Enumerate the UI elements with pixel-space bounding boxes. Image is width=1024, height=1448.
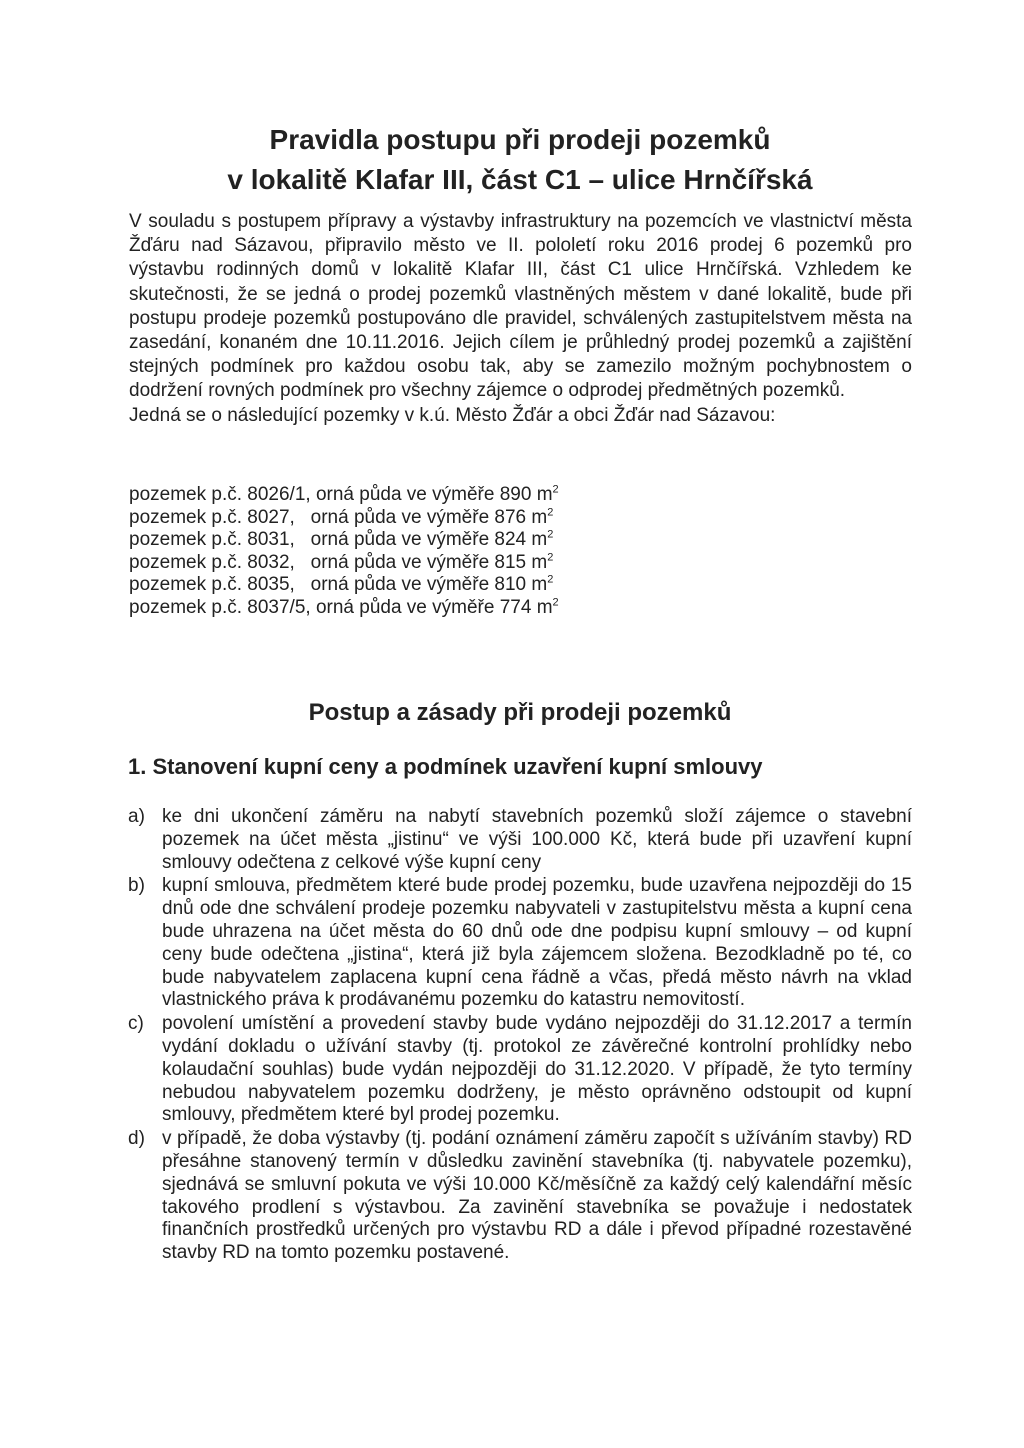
parcel-item: pozemek p.č. 8037/5, orná půda ve výměře 774 $m^2$ [129,596,559,618]
rule-text: ke dni ukončení záměru na nabytí stavebních pozemků složí zájemce o stavební pozemek na účet města „jistinu“ ve výši 100.000 Kč, která bude při uzavření kupní smlouvy odečtena z celkové výše kupní ceny [162,806,912,873]
rule-text: kupní smlouva, předmětem které bude prodej pozemku, bude uzavřena nejpozději do 15 dnů ode dne schválení prodeje pozemku nabyvateli v zastupitelstvu města a kupní cena bude uhrazena na účet města do 60 dnů ode dne podpisu kupní smlouvy – od kupní ceny bude odečtena „jistina“, která již byla zájemcem složena. Bezodkladně po té, co bude nabyvatelem zaplacena kupní cena řádně a včas, předá město návrh na vklad vlastnického práva k prodávanému pozemku do katastru nemovitostí. [162,875,912,1011]
subsection-title: 1. Stanovení kupní ceny a podmínek uzavření kupní smlouvy [128,754,763,779]
rule-marker: a) [128,806,145,827]
rule-text: povolení umístění a provedení stavby bude vydáno nejpozději do 31.12.2017 a termín vydání dokladu o užívání stavby (tj. protokol ze závěrečné kontrolní prohlídky nebo kolaudační souhlas) bude vydán nejpozději do 31.12.2020. V případě, že tyto termíny nebudou nabyvatelem pozemku dodrženy, je město oprávněno odstoupit od kupní smlouvy, předmětem které byl prodej pozemku. [162,1013,912,1126]
intro-parcel-lead: Jedná se o následující pozemky v k.ú. Město Žďár a obci Žďár nad Sázavou: [129,404,776,426]
rule-marker: d) [128,1128,145,1150]
intro-paragraph: V souladu s postupem přípravy a výstavby infrastruktury na pozemcích ve vlastnictví města Žďáru nad Sázavou, připravilo město ve II. pololetí roku 2016 prodej 6 pozemků pro výstavbu rodinných domů v lokalitě Klafar III, část C1 ulice Hrnčířská. Vzhledem ke skutečnosti, že se jedná o prodej pozemků vlastněných městem v dané lokalitě, bude při postupu prodeje pozemků postupováno dle pravidel, schválených zastupitelstvem města na zasedání, konaném dne 10.11.2016. Jejich cílem je průhledný prodej pozemků a zajištění stejných podmínek pro každou osobu tak, aby se zamezilo možným pochybnostem o dodržení rovných podmínek pro všechny zájemce o odprodej předmětných pozemků. [129,211,912,402]
rule-item [128,806,912,874]
rule-item [128,875,912,1012]
parcel-item: pozemek p.č. 8026/1, orná půda ve výměře 890 $m^2$ [129,483,559,505]
parcel-item: pozemek p.č. 8031, orná půda ve výměře 824 $m^2$ [129,528,554,550]
rule-item [128,1013,912,1127]
rule-item [128,1128,912,1265]
title-line-1: Pravidla postupu při prodeji pozemků [269,124,771,155]
title-line-2: v lokalitě Klafar III, část C1 – ulice Hrnčířská [227,164,813,195]
rule-marker: c) [128,1013,144,1035]
rules-list [128,806,912,1266]
parcel-item: pozemek p.č. 8035, orná půda ve výměře 810 $m^2$ [129,573,554,595]
document-title [120,120,920,200]
parcel-list [129,484,559,619]
rule-marker: b) [128,875,145,897]
parcel-item: pozemek p.č. 8027, orná půda ve výměře 876 $m^2$ [129,506,554,528]
intro-section [129,210,912,428]
parcel-item: pozemek p.č. 8032, orná půda ve výměře 815 $m^2$ [129,551,554,573]
rule-text: v případě, že doba výstavby (tj. podání oznámení záměru započít s užíváním stavby) RD přesáhne stanovený termín v důsledku zavinění stavebníka (tj. nabyvatele pozemku), sjednává se smluvní pokuta ve výši 10.000 Kč/měsíčně za každý celý kalendářní měsíc takového prodlení s výstavbou. Za zavinění stavebníka se považuje i nedostatek finančních prostředků určených pro výstavbu RD a dále i převod případné rozestavěné stavby RD na tomto pozemku postavené. [162,1128,912,1264]
section-title: Postup a zásady při prodeji pozemků [308,699,732,726]
